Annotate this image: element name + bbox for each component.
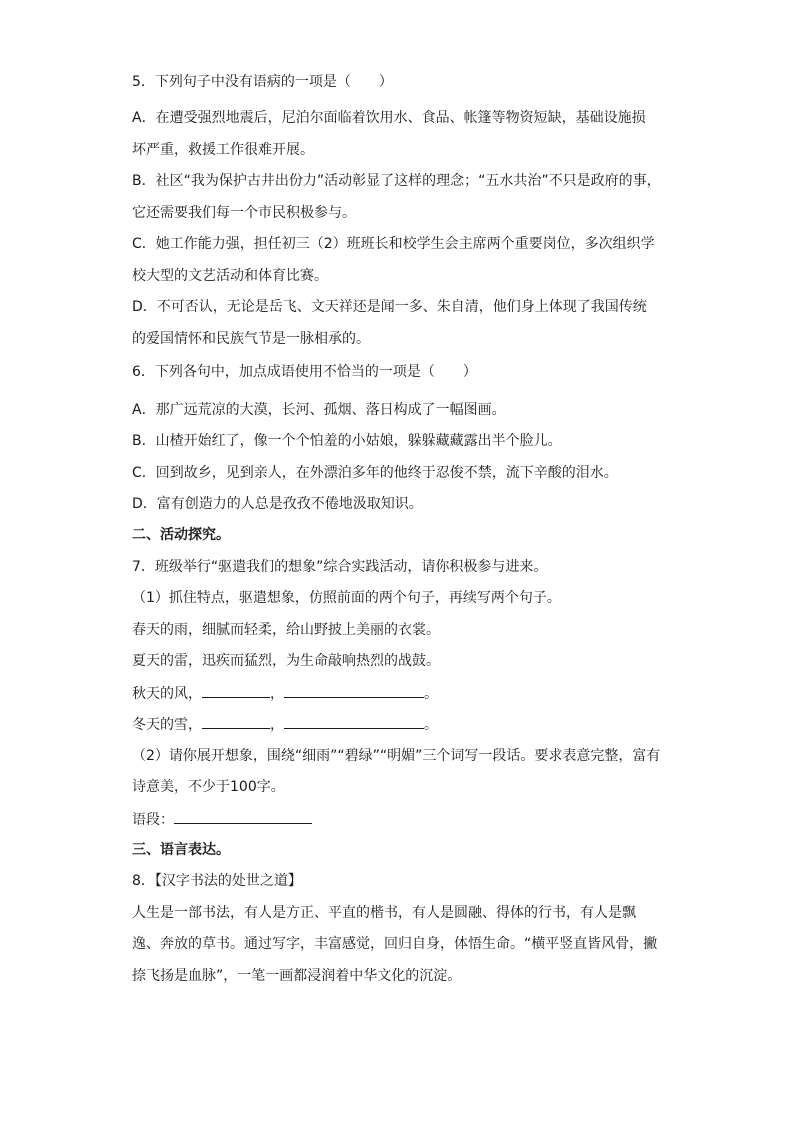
q5-option-d-line1: D．不可否认，无论是岳飞、文天祥还是闻一多、朱自清，他们身上体现了我国传统 [132,299,647,315]
q5-option-a-line2: 坏严重，救援工作很难开展。 [132,142,314,158]
q7-part-2-line1: （2）请你展开想象，围绕“细雨”“碧绿”“明媚”三个词写一段话。要求表意完整，富有 [132,748,661,764]
q7-winter-line [132,714,672,735]
q8-passage-line1: 人生是一部书法，有人是方正、平直的楷书，有人是圆融、得体的行书，有人是飘 [132,905,636,921]
autumn-blank-2[interactable] [284,683,424,698]
q8-passage-line3: 捺飞扬是血脉”，一笔一画都浸润着中华文化的沉淀。 [132,968,462,984]
q5-option-b-line1: B．社区“我为保护古井出份力”活动彰显了这样的理念；“五水共治”不只是政府的事， [132,173,661,189]
q7-part-2-line2: 诗意美，不少于100字。 [132,779,285,795]
question-5-stem: 5．下列句子中没有语病的一项是（ ） [132,74,393,90]
autumn-comma: ， [270,686,284,702]
question-7-stem: 7．班级举行“驱遣我们的想象”综合实践活动，请你积极参与进来。 [132,559,548,575]
q7-part-1: （1）抓住特点，驱遣想象，仿照前面的两个句子，再续写两个句子。 [132,590,561,606]
q5-option-a-line1: A．在遭受强烈地震后，尼泊尔面临着饮用水、食品、帐篷等物资短缺，基础设施损 [132,110,646,126]
q7-autumn-line [132,683,672,704]
q6-option-c: C．回到故乡，见到亲人，在外漂泊多年的他终于忍俊不禁，流下辛酸的泪水。 [132,465,618,481]
answer-blank[interactable] [174,809,312,824]
winter-blank-2[interactable] [284,714,424,729]
q8-passage-line2: 逸、奔放的草书。通过写字，丰富感觉，回归自身，体悟生命。“横平竖直皆风骨，撇 [132,936,658,952]
winter-period: 。 [424,717,438,733]
section-2-heading: 二、活动探究。 [132,527,230,543]
winter-prompt: 冬天的雪， [132,717,202,733]
winter-blank-1[interactable] [202,714,270,729]
q7-example-2: 夏天的雷，迅疾而猛烈，为生命敲响热烈的战鼓。 [132,653,440,669]
q5-option-c-line1: C．她工作能力强，担任初三（2）班班长和校学生会主席两个重要岗位，多次组织学 [132,236,655,252]
q5-option-b-line2: 它还需要我们每一个市民积极参与。 [132,205,356,221]
autumn-prompt: 秋天的风， [132,686,202,702]
q7-answer-line [132,809,672,830]
autumn-blank-1[interactable] [202,683,270,698]
q7-example-1: 春天的雨，细腻而轻柔，给山野披上美丽的衣裳。 [132,622,440,638]
answer-label: 语段： [132,812,174,828]
section-3-heading: 三、语言表达。 [132,842,230,858]
winter-comma: ， [270,717,284,733]
q5-option-d-line2: 的爱国情怀和民族气节是一脉相承的。 [132,331,370,347]
q6-option-d: D．富有创造力的人总是孜孜不倦地汲取知识。 [132,496,423,512]
q6-option-b: B．山楂开始红了，像一个个怕羞的小姑娘，躲躲藏藏露出半个脸儿。 [132,433,562,449]
question-6-stem: 6．下列各句中，加点成语使用不恰当的一项是（ ） [132,364,477,380]
q6-option-a: A．那广远荒凉的大漠，长河、孤烟、落日构成了一幅图画。 [132,402,506,418]
question-8-stem: 8．【汉字书法的处世之道】 [132,873,302,889]
q5-option-c-line2: 校大型的文艺活动和体育比赛。 [132,268,328,284]
autumn-period: 。 [424,686,438,702]
